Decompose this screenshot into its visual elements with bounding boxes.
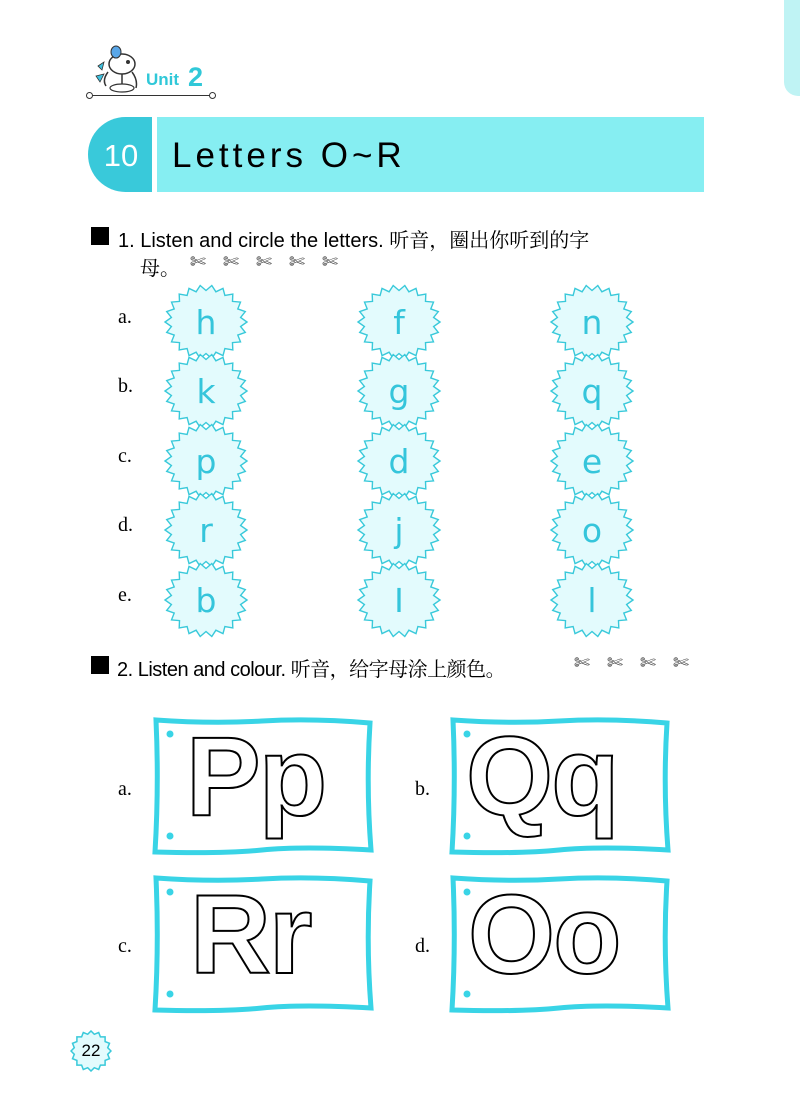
divider-dot — [86, 92, 93, 99]
page-number: 22 — [81, 1041, 101, 1060]
banner-separator — [152, 117, 157, 192]
letter-option[interactable]: l — [587, 581, 597, 620]
scissors-icon: ✄ — [640, 653, 656, 674]
letter-option[interactable]: n — [581, 303, 603, 342]
unit-label: Unit — [146, 70, 180, 89]
scissors-icon: ✄ — [673, 653, 689, 674]
outline-letters[interactable]: Qq — [466, 714, 618, 839]
scissors-icon: ✄ — [574, 653, 590, 674]
row-label: a. — [118, 306, 132, 328]
exercise1-instruction: 1. Listen and circle the letters. 听音，圈出你听到的字 — [118, 230, 590, 252]
letter-option[interactable]: r — [199, 511, 213, 550]
card-label: a. — [118, 778, 132, 800]
header-divider — [88, 95, 214, 96]
lesson-title: Letters O~R — [172, 136, 406, 175]
scissors-icon: ✄ — [256, 252, 272, 273]
difficulty-rating — [190, 251, 360, 275]
card-label: c. — [118, 935, 132, 957]
card-label: d. — [415, 935, 430, 957]
letter-option[interactable]: q — [581, 372, 603, 411]
row-label: e. — [118, 584, 132, 606]
scissors-icon: ✄ — [190, 252, 206, 273]
letter-option[interactable]: h — [195, 303, 217, 342]
mascot-icon — [92, 42, 148, 94]
letter-option[interactable]: b — [195, 581, 217, 620]
lesson-number: 10 — [103, 138, 139, 173]
outline-letters[interactable]: Pp — [186, 714, 326, 839]
letter-option[interactable]: I — [394, 581, 404, 620]
page-edge-tab — [784, 0, 800, 96]
scissors-icon: ✄ — [322, 252, 338, 273]
row-label: b. — [118, 375, 133, 397]
row-label: c. — [118, 445, 132, 467]
letter-option[interactable]: d — [388, 442, 410, 481]
outline-letters[interactable]: Oo — [468, 872, 620, 997]
outline-letters[interactable]: Rr — [190, 872, 311, 997]
scissors-icon: ✄ — [289, 252, 305, 273]
row-label: d. — [118, 514, 133, 536]
exercise2-instruction: 2. Listen and colour. 听音，给字母涂上颜色。 — [117, 659, 506, 681]
letter-option[interactable]: j — [394, 511, 404, 550]
letter-option[interactable]: f — [393, 303, 405, 342]
letter-option[interactable]: g — [388, 372, 410, 411]
difficulty-rating — [574, 652, 704, 676]
letter-option[interactable]: e — [581, 442, 603, 481]
unit-number: 2 — [188, 62, 204, 92]
letter-option[interactable]: k — [196, 372, 216, 411]
exercise-marker — [91, 656, 109, 674]
letter-option[interactable]: p — [195, 442, 217, 481]
card-label: b. — [415, 778, 430, 800]
scissors-icon: ✄ — [223, 252, 239, 273]
letter-option[interactable]: o — [581, 511, 603, 550]
divider-dot — [209, 92, 216, 99]
scissors-icon: ✄ — [607, 653, 623, 674]
exercise-marker — [91, 227, 109, 245]
exercise1-instruction-cont: 母。 — [140, 258, 180, 280]
